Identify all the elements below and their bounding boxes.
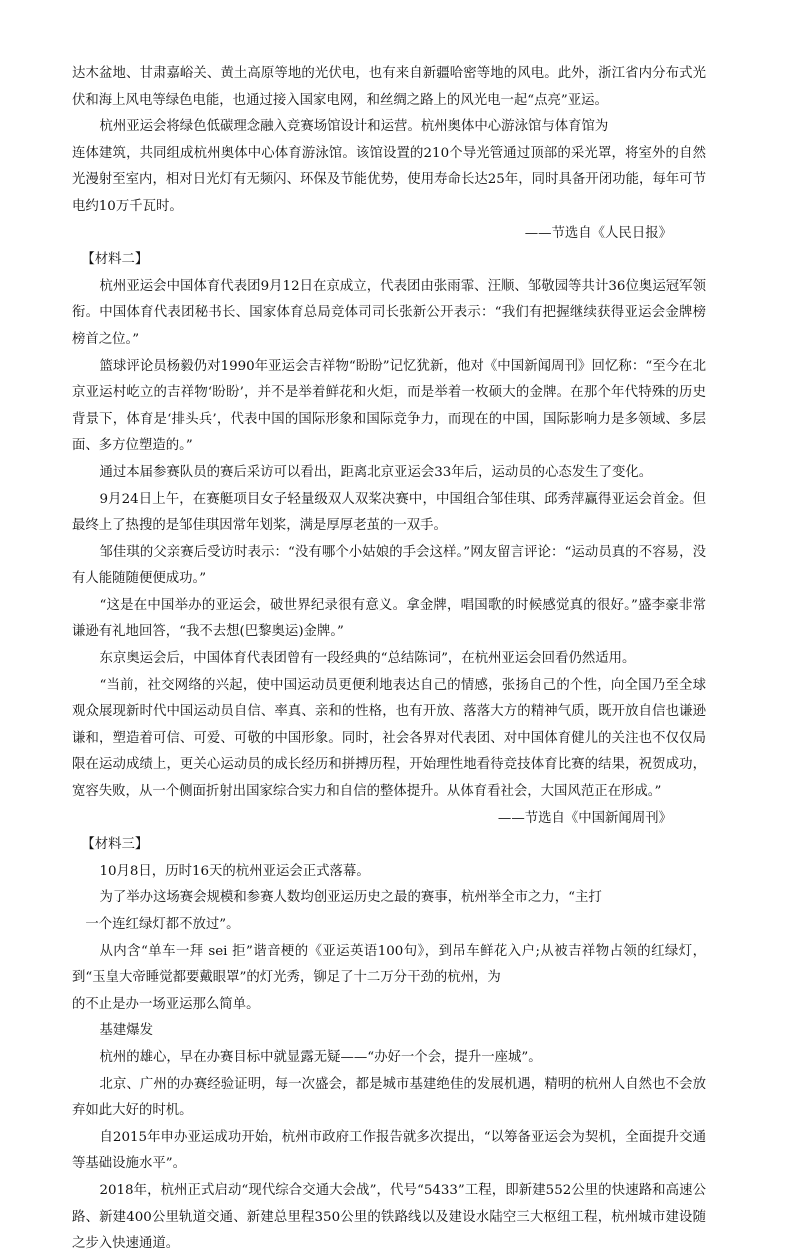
source-citation: ——节选自《中国新闻周刊》 <box>497 810 672 826</box>
paragraph: 达木盆地、甘肃嘉峪关、黄土高原等地的光伏电，也有来自新疆哈密等地的风电。此外，浙江省内分布式光伏和海上风电等绿色电能，也通过接入国家电网，和丝绸之路上的风光电一起“点亮”亚运。 <box>72 66 706 108</box>
paragraph: 自2015年申办亚运成功开始，杭州市政府工作报告就多次提出，“以筹备亚运会为契机，全面提升交通等基础设施水平”。 <box>72 1129 706 1172</box>
paragraph: “当前，社交网络的兴起，使中国运动员更便利地表达自己的情感，张扬自己的个性，向全国乃至全球观众展现新时代中国运动员自信、率真、亲和的性格，也有开放、落落大方的精神气质，既开放自信也谦逊谦和，塑造着可信、可爱、可敬的中国形象。同时，社会各界对代表团、对中国体育健儿的关注也不仅仅局限在运动成绩上，更关心运动员的成长经历和拼搏历程，开始理性地看待竞技体育比赛的结果，祝贺成功，宽容失败，从一个侧面折射出国家综合实力和自信的整体提升。从体育看社会，大国风范正在形成。” <box>72 677 706 800</box>
paragraph: 一个连红绿灯都不放过”。 <box>85 917 240 932</box>
paragraph: 东京奥运会后，中国体育代表团曾有一段经典的“总结陈词”，在杭州亚运会回看仍然适用。 <box>99 651 636 667</box>
source-citation: ——节选自《人民日报》 <box>524 225 672 241</box>
paragraph: 通过本届参赛队员的赛后采访可以看出，距离北京亚运会33年后，运动员的心态发生了变化。 <box>99 464 653 480</box>
paragraph: 篮球评论员杨毅仍对1990年亚运会吉祥物“盼盼”记忆犹新，他对《中国新闻周刊》回忆称：“至今在北京亚运村屹立的吉祥物‘盼盼’，并不是举着鲜花和火炬，而是举着一枚硕大的金牌。在那个年代特殊的历史背景下，体育是‘排头兵’，代表中国的国际形象和国际竞争力，而现在的中国，国际影响力是多领域、多层面、多方位塑造的。” <box>72 358 706 454</box>
paragraph: 2018年，杭州正式启动“现代综合交通大会战”，代号“5433”工程，即新建552公里的快速路和高速公路、新建400公里轨道交通、新建总里程350公里的铁路线以及建设水陆空三大枢纽工程，杭州城市建设随之步入快速通道。 <box>72 1182 706 1252</box>
paragraph: “这是在中国举办的亚运会，破世界纪录很有意义。拿金牌，唱国歌的时候感觉真的很好。”盛李豪非常谦逊有礼地回答，“我不去想(巴黎奥运)金牌。” <box>72 597 706 640</box>
paragraph: 的不止是办一场亚运那么简单。 <box>72 996 260 1012</box>
paragraph: 连体建筑，共同组成杭州奥体中心体育游泳馆。该馆设置的210个导光管通过顶部的采光罩，将室外的自然光漫射至室内，相对日光灯有无频闪、环保及节能优势，使用寿命长达25年，同时具备开闭功能，每年可节电约10万千瓦时。 <box>72 145 706 214</box>
paragraph: 北京、广州的办赛经验证明，每一次盛会，都是城市基建绝佳的发展机遇，精明的杭州人自然也不会放弃如此大好的时机。 <box>72 1076 706 1119</box>
paragraph: 杭州的雄心，早在办赛目标中就显露无疑——“办好一个会，提升一座城”。 <box>99 1049 542 1065</box>
paragraph: 从内含“单车一拜 sei 拒”谐音梗的《亚运英语100句》，到吊车鲜花入户;从被吉祥物占领的红绿灯，到“玉皇大帝睡觉都要戴眼罩”的灯光秀，铆足了十二万分干劲的杭州，为 <box>72 943 706 986</box>
paragraph: 杭州亚运会中国体育代表团9月12日在京成立，代表团由张雨霏、汪顺、邹敬园等共计36位奥运冠军领衔。中国体育代表团秘书长、国家体育总局竞体司司长张新公开表示：“我们有把握继续获得亚运会金牌榜榜首之位。” <box>72 278 706 347</box>
paragraph: 杭州亚运会将绿色低碳理念融入竞赛场馆设计和运营。杭州奥体中心游泳馆与体育馆为 <box>99 119 609 135</box>
paragraph: 9月24日上午，在赛艇项目女子轻量级双人双桨决赛中，中国组合邹佳琪、邱秀萍赢得亚运会首金。但最终上了热搜的是邹佳琪因常年划桨，满是厚厚老茧的一双手。 <box>72 491 706 534</box>
section-heading: 【材料二】 <box>81 252 149 268</box>
paragraph: 10月8日，历时16天的杭州亚运会正式落幕。 <box>99 863 370 879</box>
section-heading: 【材料三】 <box>81 837 149 853</box>
subheading: 基建爆发 <box>99 1023 154 1039</box>
paragraph: 为了举办这场赛会规模和参赛人数均创亚运历史之最的赛事，杭州举全市之力，“主打 <box>99 890 602 906</box>
paragraph: 邹佳琪的父亲赛后受访时表示：“没有哪个小姑娘的手会这样。”网友留言评论：“运动员真的不容易，没有人能随随便便成功。” <box>72 544 706 587</box>
